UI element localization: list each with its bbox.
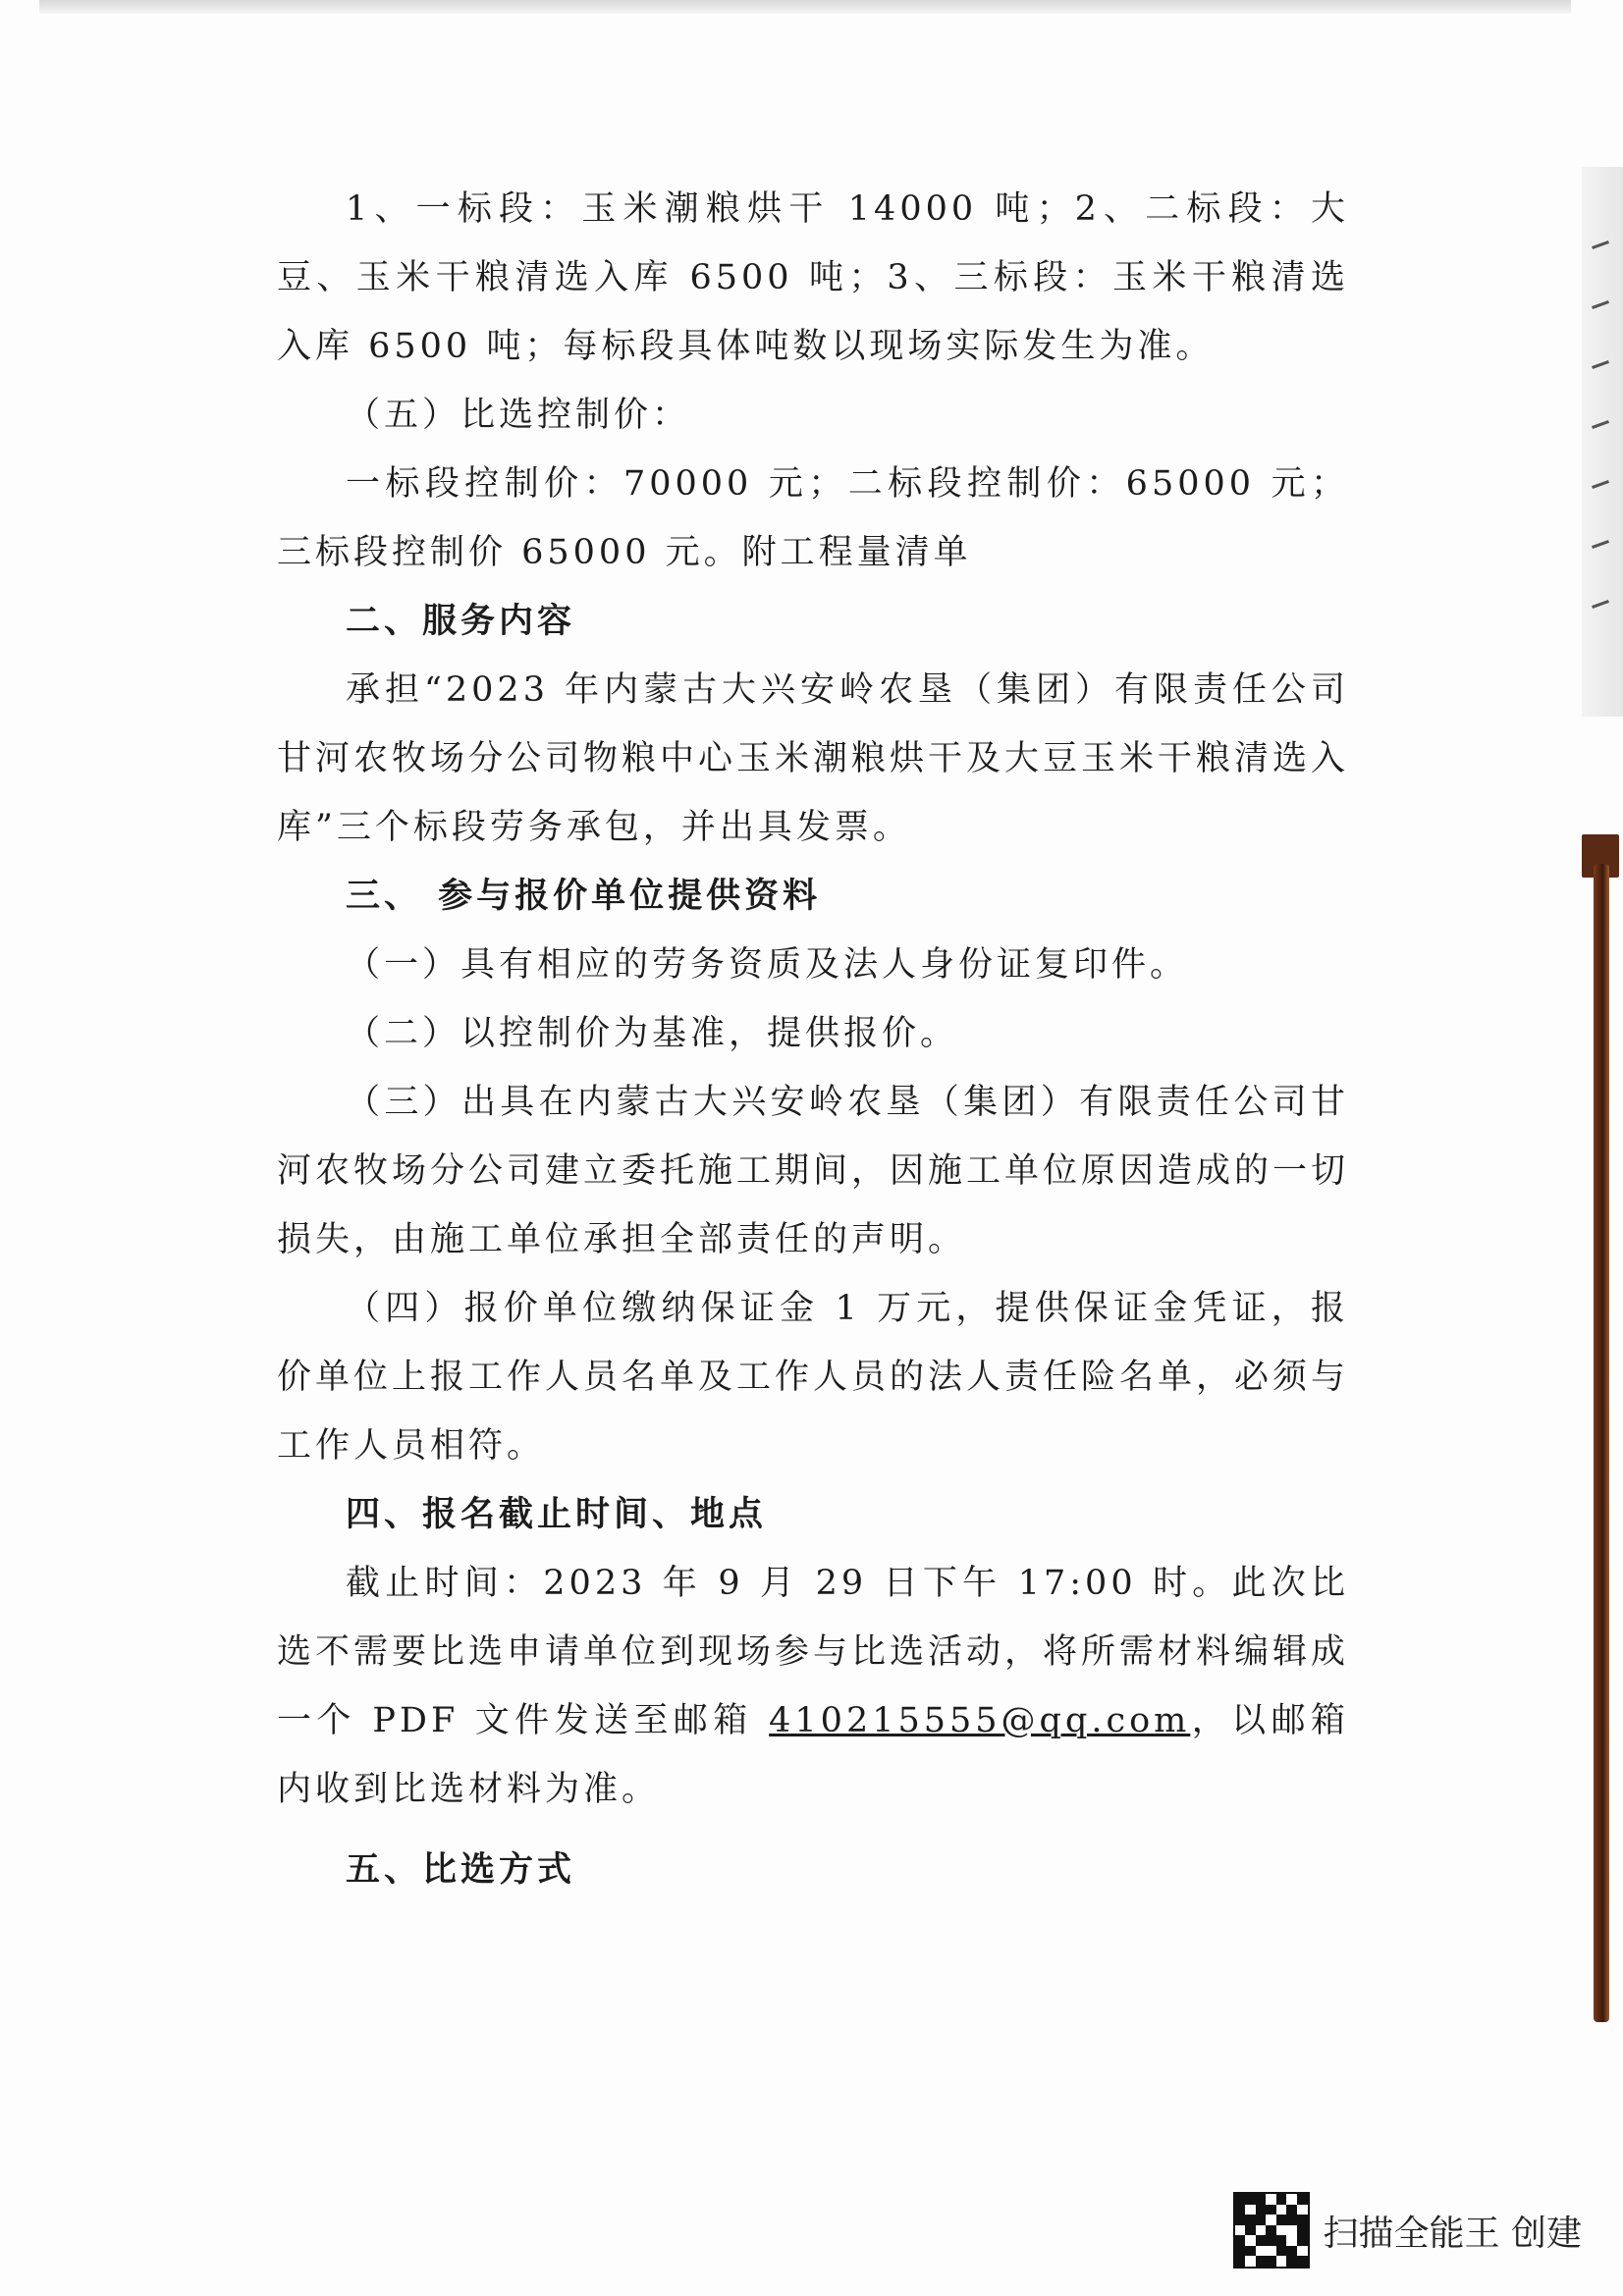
materials-item-4: （四）报价单位缴纳保证金 1 万元，提供保证金凭证，报价单位上报工作人员名单及工作人员的法人责任险名单，必须与工作人员相符。 <box>277 1289 1350 1466</box>
service-content-paragraph: 承担“2023 年内蒙古大兴安岭农垦（集团）有限责任公司甘河农牧场分公司物粮中心玉米潮粮烘干及大豆玉米干粮清选入库”三个标段劳务承包，并出具发票。 <box>277 670 1350 847</box>
section-heading-service: 二、服务内容 <box>346 602 576 641</box>
scanner-label: 扫描全能王 创建 <box>1323 2213 1582 2254</box>
bid-sections-paragraph: 1、一标段：玉米潮粮烘干 14000 吨；2、二标段：大豆、玉米干粮清选入库 6500 吨；3、三标段：玉米干粮清选入库 6500 吨；每标段具体吨数以现场实际发生为准。 <box>277 189 1349 366</box>
deadline-text: 截止时间：2023 年 9 月 29 日下午 17:00 时。此次比选不需要比选申请单位到现场参与比选活动，将所需材料编辑成一个 PDF 文件发送至邮箱 <box>277 1564 1350 1740</box>
section-heading-selection-method: 五、比选方式 <box>346 1850 576 1890</box>
qr-code-icon <box>1233 2192 1310 2269</box>
control-price-subheading: （五）比选控制价： <box>346 396 691 435</box>
scanner-watermark <box>1233 2192 1582 2269</box>
materials-item-2: （二）以控制价为基准，提供报价。 <box>346 1014 959 1053</box>
section-heading-deadline: 四、报名截止时间、地点 <box>346 1495 768 1534</box>
deadline-paragraph <box>277 1549 1349 1824</box>
document-body <box>277 175 1349 1904</box>
materials-item-3: （三）出具在内蒙古大兴安岭农垦（集团）有限责任公司甘河农牧场分公司建立委托施工期间，因施工单位原因造成的一切损失，由施工单位承担全部责任的声明。 <box>277 1083 1350 1259</box>
scan-top-edge <box>39 0 1571 14</box>
scan-binding-edge <box>1594 864 1609 2022</box>
scan-side-marks <box>1588 187 1617 697</box>
materials-item-1: （一）具有相应的劳务资质及法人身份证复印件。 <box>346 945 1189 985</box>
section-heading-materials: 三、 参与报价单位提供资料 <box>346 877 822 916</box>
deadline-text-end: ，以邮箱内收到比选材料为准。 <box>277 1701 1349 1809</box>
email-link[interactable]: 410215555@qq.com <box>769 1701 1191 1740</box>
control-price-paragraph: 一标段控制价：70000 元；二标段控制价：65000 元；三标段控制价 65000 元。附工程量清单 <box>277 464 1349 572</box>
